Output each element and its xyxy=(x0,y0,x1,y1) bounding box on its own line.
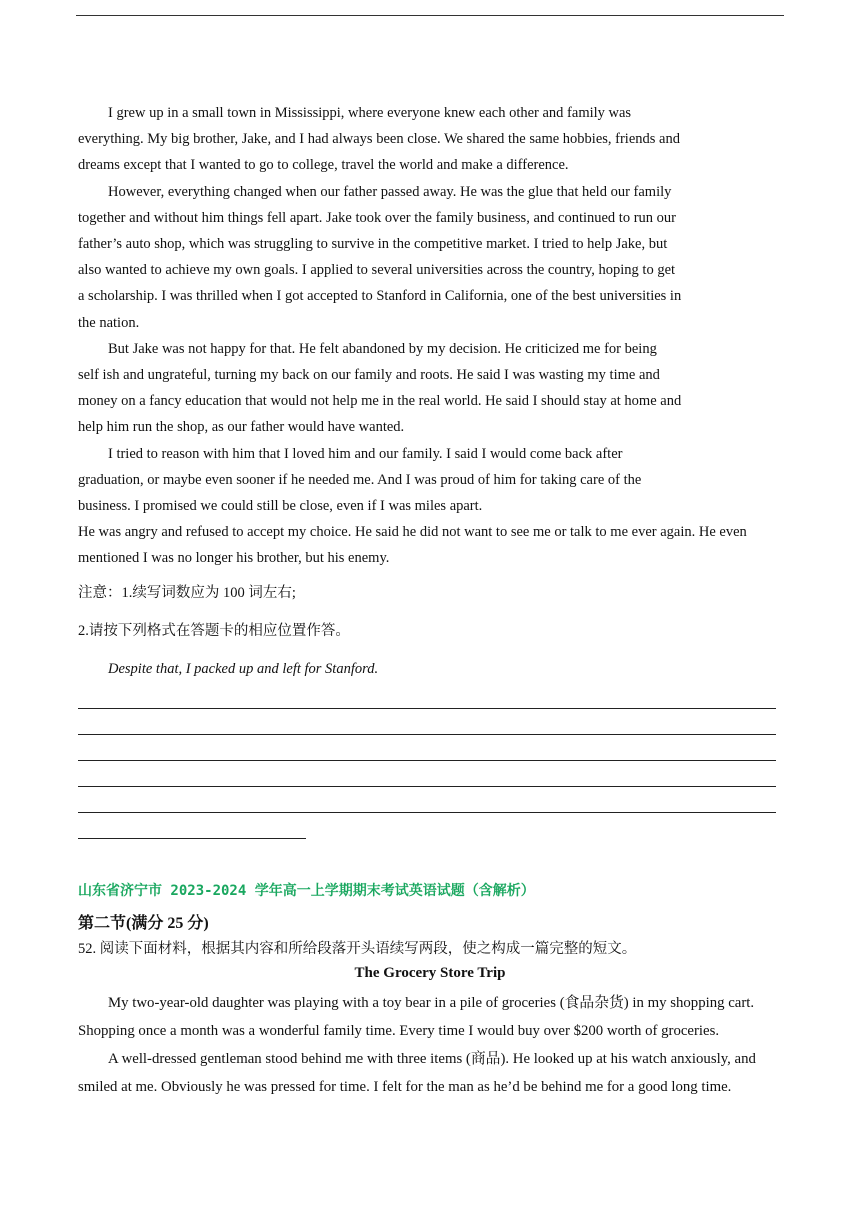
passage-line: I tried to reason with him that I loved him and our family. I said I would come back after xyxy=(108,445,623,462)
continuation-prompt: Despite that, I packed up and left for Stanford. xyxy=(108,661,379,677)
passage-line: money on a fancy education that would not help me in the real world. He said I should stay at home and xyxy=(78,393,682,410)
passage xyxy=(78,100,782,572)
passage-line: I grew up in a small town in Mississippi, where everyone knew each other and family was xyxy=(108,105,632,121)
story-line: smiled at me. Obviously he was pressed for time. I felt for the man as he’d be behind me for a good long time. xyxy=(78,1079,732,1095)
header-rule xyxy=(76,15,784,16)
note-answer-format: 2.请按下列格式在答题卡的相应位置作答。 xyxy=(78,623,350,639)
passage-line: dreams except that I wanted to go to college, travel the world and make a difference. xyxy=(78,157,569,174)
answer-line xyxy=(78,735,776,761)
passage-line: father’s auto shop, which was struggling to survive in the competitive market. I tried to help Jake, but xyxy=(78,236,668,253)
passage-line: business. I promised we could still be close, even if I was miles apart. xyxy=(78,498,483,515)
section-heading: 第二节(满分 25 分) xyxy=(78,915,209,932)
passage-line: graduation, or maybe even sooner if he needed me. And I was proud of him for taking care of the xyxy=(78,471,642,488)
answer-lines xyxy=(78,696,776,839)
passage-line: together and without him things fell apart. Jake took over the family business, and continued to run our xyxy=(78,209,676,226)
story-line: Shopping once a month was a wonderful family time. Every time I would buy over $200 worth of groceries. xyxy=(78,1023,720,1039)
source-title: 山东省济宁市 2023-2024 学年高一上学期期末考试英语试题（含解析） xyxy=(78,883,535,899)
story-title: The Grocery Store Trip xyxy=(354,965,506,981)
answer-line xyxy=(78,709,776,735)
passage-line: mentioned I was no longer his brother, but his enemy. xyxy=(78,550,390,567)
story-line: My two-year-old daughter was playing with a toy bear in a pile of groceries (食品杂货) in my shopping cart. xyxy=(108,995,755,1011)
passage-line: self ish and ungrateful, turning my back on our family and roots. He said I was wasting my time and xyxy=(78,367,660,384)
passage-line: But Jake was not happy for that. He felt abandoned by my decision. He criticized me for being xyxy=(108,340,657,357)
note-word-count: 注意：1.续写词数应为 100 词左右; xyxy=(78,585,296,601)
passage-line: the nation. xyxy=(78,314,140,331)
passage-line: However, everything changed when our father passed away. He was the glue that held our family xyxy=(108,183,672,200)
answer-line xyxy=(78,696,776,709)
story-text xyxy=(78,989,778,1101)
passage-line: also wanted to achieve my own goals. I applied to several universities across the country, hoping to get xyxy=(78,262,676,279)
story-line: A well-dressed gentleman stood behind me with three items (商品). He looked up at his watch anxiously, and xyxy=(108,1051,756,1067)
answer-line xyxy=(78,761,776,787)
question-instruction: 52. 阅读下面材料，根据其内容和所给段落开头语续写两段，使之构成一篇完整的短文。 xyxy=(78,941,637,957)
answer-line xyxy=(78,813,306,839)
passage-line: a scholarship. I was thrilled when I got accepted to Stanford in California, one of the best universities in xyxy=(78,288,682,305)
passage-line: help him run the shop, as our father would have wanted. xyxy=(78,419,405,436)
passage-line: He was angry and refused to accept my choice. He said he did not want to see me or talk to me ever again. He even xyxy=(78,524,747,541)
answer-line xyxy=(78,787,776,813)
passage-line: everything. My big brother, Jake, and I had always been close. We shared the same hobbies, friends and xyxy=(78,131,680,148)
